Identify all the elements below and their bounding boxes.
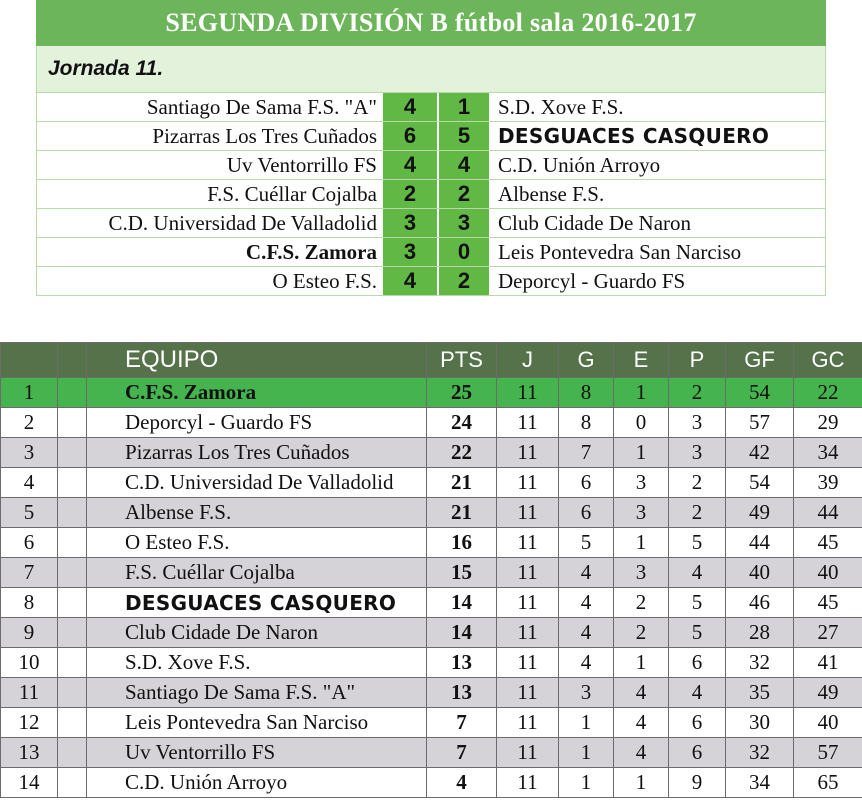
match-row — [37, 179, 825, 208]
team-name: Deporcyl - Guardo FS — [87, 408, 427, 438]
away-score: 1 — [439, 93, 489, 121]
home-score: 6 — [383, 122, 439, 150]
match-row — [37, 121, 825, 150]
won: 7 — [559, 438, 614, 468]
drawn: 4 — [614, 738, 669, 768]
won: 1 — [559, 768, 614, 798]
table-row — [1, 648, 862, 678]
lost: 6 — [669, 708, 726, 738]
goals-against: 29 — [794, 408, 862, 438]
position: 6 — [1, 528, 58, 558]
results-title: SEGUNDA DIVISIÓN B fútbol sala 2016-2017 — [36, 0, 826, 46]
table-row — [1, 438, 862, 468]
won: 4 — [559, 558, 614, 588]
away-team: Albense F.S. — [498, 182, 605, 206]
team-name: Uv Ventorrillo FS — [87, 738, 427, 768]
away-score: 2 — [439, 180, 489, 208]
drawn: 1 — [614, 528, 669, 558]
away-team: Deporcyl - Guardo FS — [498, 269, 686, 293]
played: 11 — [497, 648, 559, 678]
lost: 4 — [669, 558, 726, 588]
header-won: G — [559, 343, 614, 378]
table-row — [1, 408, 862, 438]
marker-cell — [58, 558, 87, 588]
standings-header-row — [1, 343, 862, 378]
goals-against: 40 — [794, 708, 862, 738]
goals-for: 49 — [726, 498, 794, 528]
goals-against: 49 — [794, 678, 862, 708]
table-row — [1, 708, 862, 738]
table-row — [1, 468, 862, 498]
team-name: Club Cidade De Naron — [87, 618, 427, 648]
marker-cell — [58, 528, 87, 558]
position: 10 — [1, 648, 58, 678]
table-row — [1, 768, 862, 798]
goals-against: 44 — [794, 498, 862, 528]
home-team: C.F.S. Zamora — [245, 240, 377, 264]
goals-for: 32 — [726, 738, 794, 768]
played: 11 — [497, 738, 559, 768]
table-row — [1, 738, 862, 768]
home-score: 3 — [383, 209, 439, 237]
header-position — [1, 343, 58, 378]
away-score: 5 — [439, 122, 489, 150]
position: 4 — [1, 468, 58, 498]
won: 1 — [559, 738, 614, 768]
played: 11 — [497, 768, 559, 798]
team-name: O Esteo F.S. — [87, 528, 427, 558]
points: 13 — [427, 648, 497, 678]
marker-cell — [58, 678, 87, 708]
away-team: DESGUACES CASQUERO — [498, 124, 770, 148]
standings-table — [0, 342, 862, 798]
played: 11 — [497, 378, 559, 408]
position: 12 — [1, 708, 58, 738]
goals-against: 65 — [794, 768, 862, 798]
team-name: Albense F.S. — [87, 498, 427, 528]
lost: 4 — [669, 678, 726, 708]
marker-cell — [58, 378, 87, 408]
team-name: Pizarras Los Tres Cuñados — [87, 438, 427, 468]
lost: 6 — [669, 648, 726, 678]
round-label: Jornada 11. — [36, 46, 826, 92]
position: 1 — [1, 378, 58, 408]
marker-cell — [58, 408, 87, 438]
points: 24 — [427, 408, 497, 438]
position: 8 — [1, 588, 58, 618]
home-score: 3 — [383, 238, 439, 266]
played: 11 — [497, 438, 559, 468]
team-name: DESGUACES CASQUERO — [87, 588, 427, 618]
drawn: 3 — [614, 558, 669, 588]
lost: 2 — [669, 498, 726, 528]
lost: 3 — [669, 408, 726, 438]
points: 21 — [427, 498, 497, 528]
goals-against: 27 — [794, 618, 862, 648]
goals-against: 41 — [794, 648, 862, 678]
marker-cell — [58, 468, 87, 498]
goals-for: 57 — [726, 408, 794, 438]
header-team: EQUIPO — [87, 343, 427, 378]
results-panel — [36, 0, 826, 296]
header-points: PTS — [427, 343, 497, 378]
position: 7 — [1, 558, 58, 588]
table-row — [1, 588, 862, 618]
drawn: 0 — [614, 408, 669, 438]
drawn: 1 — [614, 438, 669, 468]
played: 11 — [497, 468, 559, 498]
team-name: C.F.S. Zamora — [87, 378, 427, 408]
goals-for: 42 — [726, 438, 794, 468]
played: 11 — [497, 708, 559, 738]
goals-for: 54 — [726, 378, 794, 408]
won: 5 — [559, 528, 614, 558]
home-score: 2 — [383, 180, 439, 208]
header-drawn: E — [614, 343, 669, 378]
goals-for: 40 — [726, 558, 794, 588]
marker-cell — [58, 768, 87, 798]
team-name: Leis Pontevedra San Narciso — [87, 708, 427, 738]
goals-for: 46 — [726, 588, 794, 618]
header-goals-for: GF — [726, 343, 794, 378]
played: 11 — [497, 558, 559, 588]
table-row — [1, 558, 862, 588]
standings-panel — [0, 342, 862, 798]
home-team: Santiago De Sama F.S. "A" — [146, 95, 377, 119]
home-score: 4 — [383, 93, 439, 121]
drawn: 3 — [614, 468, 669, 498]
points: 7 — [427, 738, 497, 768]
goals-for: 54 — [726, 468, 794, 498]
lost: 3 — [669, 438, 726, 468]
away-score: 0 — [439, 238, 489, 266]
home-team: Uv Ventorrillo FS — [226, 153, 377, 177]
table-row — [1, 378, 862, 408]
header-played: J — [497, 343, 559, 378]
away-team: S.D. Xove F.S. — [498, 95, 624, 119]
lost: 9 — [669, 768, 726, 798]
goals-for: 44 — [726, 528, 794, 558]
goals-for: 34 — [726, 768, 794, 798]
goals-against: 22 — [794, 378, 862, 408]
won: 8 — [559, 408, 614, 438]
marker-cell — [58, 708, 87, 738]
header-lost: P — [669, 343, 726, 378]
team-name: C.D. Unión Arroyo — [87, 768, 427, 798]
home-team: Pizarras Los Tres Cuñados — [152, 124, 377, 148]
played: 11 — [497, 618, 559, 648]
home-team: F.S. Cuéllar Cojalba — [207, 182, 377, 206]
drawn: 1 — [614, 648, 669, 678]
home-team: O Esteo F.S. — [272, 269, 377, 293]
played: 11 — [497, 498, 559, 528]
home-score: 4 — [383, 151, 439, 179]
goals-against: 45 — [794, 528, 862, 558]
won: 4 — [559, 588, 614, 618]
lost: 6 — [669, 738, 726, 768]
table-row — [1, 618, 862, 648]
team-name: F.S. Cuéllar Cojalba — [87, 558, 427, 588]
won: 4 — [559, 648, 614, 678]
goals-against: 39 — [794, 468, 862, 498]
won: 4 — [559, 618, 614, 648]
team-name: C.D. Universidad De Valladolid — [87, 468, 427, 498]
won: 6 — [559, 468, 614, 498]
marker-cell — [58, 738, 87, 768]
goals-for: 30 — [726, 708, 794, 738]
table-row — [1, 528, 862, 558]
won: 3 — [559, 678, 614, 708]
match-row — [37, 92, 825, 121]
marker-cell — [58, 438, 87, 468]
won: 6 — [559, 498, 614, 528]
marker-cell — [58, 618, 87, 648]
drawn: 4 — [614, 678, 669, 708]
marker-cell — [58, 498, 87, 528]
match-row — [37, 150, 825, 179]
goals-for: 28 — [726, 618, 794, 648]
lost: 2 — [669, 378, 726, 408]
away-score: 2 — [439, 267, 489, 295]
points: 14 — [427, 588, 497, 618]
lost: 5 — [669, 588, 726, 618]
position: 14 — [1, 768, 58, 798]
points: 13 — [427, 678, 497, 708]
played: 11 — [497, 408, 559, 438]
away-team: C.D. Unión Arroyo — [498, 153, 661, 177]
lost: 5 — [669, 618, 726, 648]
position: 2 — [1, 408, 58, 438]
header-goals-against: GC — [794, 343, 862, 378]
position: 5 — [1, 498, 58, 528]
position: 13 — [1, 738, 58, 768]
drawn: 4 — [614, 708, 669, 738]
position: 9 — [1, 618, 58, 648]
won: 8 — [559, 378, 614, 408]
played: 11 — [497, 678, 559, 708]
points: 15 — [427, 558, 497, 588]
points: 16 — [427, 528, 497, 558]
drawn: 2 — [614, 588, 669, 618]
drawn: 1 — [614, 768, 669, 798]
points: 22 — [427, 438, 497, 468]
goals-against: 45 — [794, 588, 862, 618]
match-list — [36, 92, 826, 296]
header-marker — [58, 343, 87, 378]
drawn: 3 — [614, 498, 669, 528]
match-row — [37, 208, 825, 237]
team-name: Santiago De Sama F.S. "A" — [87, 678, 427, 708]
goals-against: 34 — [794, 438, 862, 468]
lost: 2 — [669, 468, 726, 498]
match-row — [37, 266, 825, 295]
away-score: 3 — [439, 209, 489, 237]
position: 3 — [1, 438, 58, 468]
points: 21 — [427, 468, 497, 498]
goals-for: 32 — [726, 648, 794, 678]
played: 11 — [497, 588, 559, 618]
drawn: 2 — [614, 618, 669, 648]
played: 11 — [497, 528, 559, 558]
home-score: 4 — [383, 267, 439, 295]
away-score: 4 — [439, 151, 489, 179]
marker-cell — [58, 648, 87, 678]
away-team: Club Cidade De Naron — [498, 211, 692, 235]
points: 14 — [427, 618, 497, 648]
away-team: Leis Pontevedra San Narciso — [498, 240, 742, 264]
table-row — [1, 498, 862, 528]
marker-cell — [58, 588, 87, 618]
drawn: 1 — [614, 378, 669, 408]
home-team: C.D. Universidad De Valladolid — [108, 211, 377, 235]
goals-against: 40 — [794, 558, 862, 588]
won: 1 — [559, 708, 614, 738]
goals-against: 57 — [794, 738, 862, 768]
points: 4 — [427, 768, 497, 798]
points: 25 — [427, 378, 497, 408]
lost: 5 — [669, 528, 726, 558]
table-row — [1, 678, 862, 708]
team-name: S.D. Xove F.S. — [87, 648, 427, 678]
match-row — [37, 237, 825, 266]
points: 7 — [427, 708, 497, 738]
position: 11 — [1, 678, 58, 708]
goals-for: 35 — [726, 678, 794, 708]
